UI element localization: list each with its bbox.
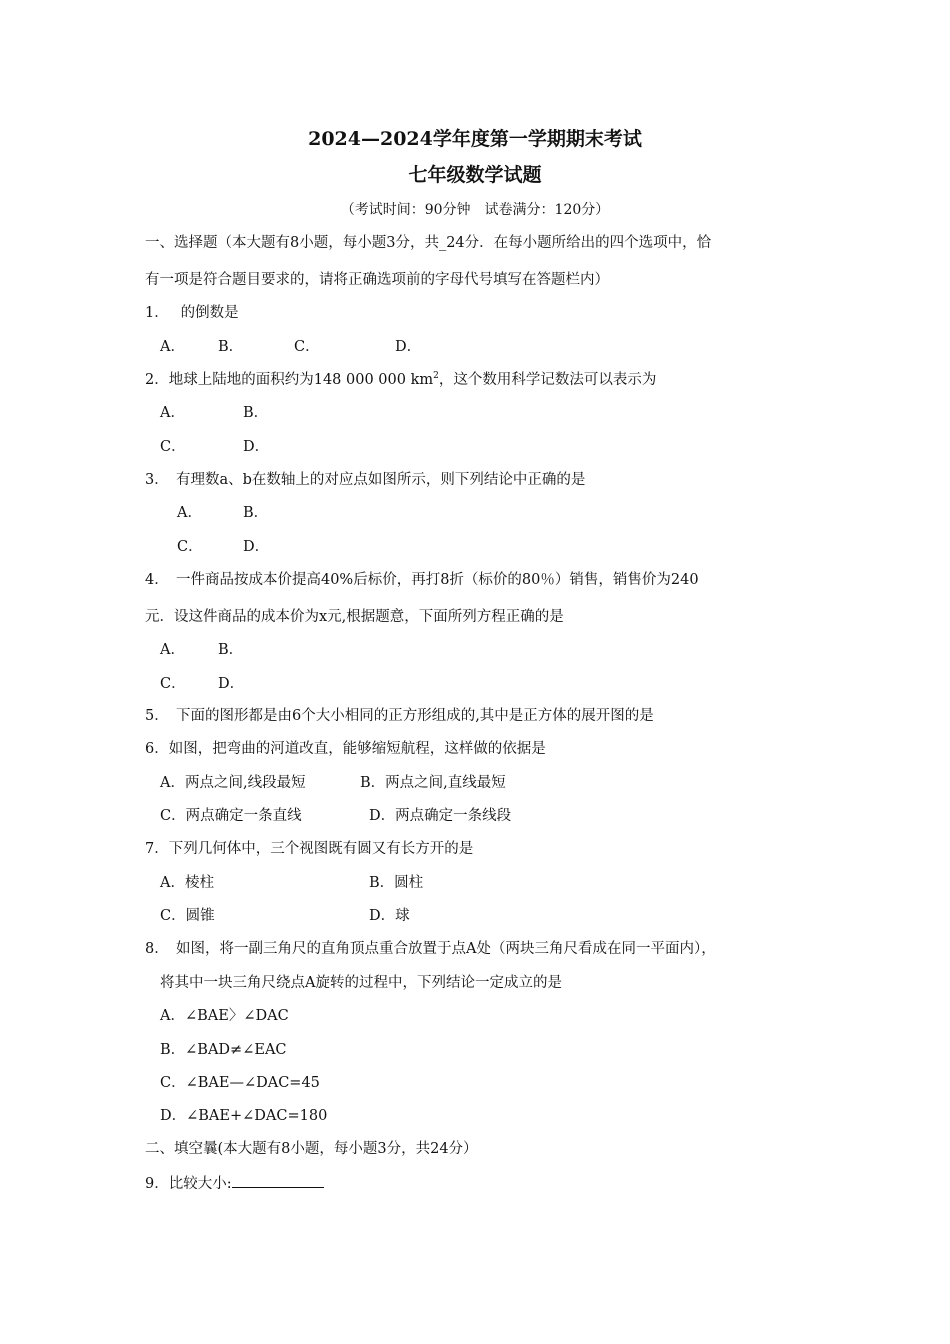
q4-option-c: C． (160, 676, 186, 692)
q6-option-c: C．两点确定一条直线 (160, 808, 302, 824)
q7-option-b: B．圆柱 (369, 875, 424, 891)
q6-option-a: A．两点之间,线段最短 (160, 775, 306, 791)
q3-option-c: C． (177, 539, 203, 555)
question-4-stem-line2: 元．设这件商品的成本价为x元,根据题意，下面所列方程正确的是 (145, 609, 564, 625)
section1-intro-line1: 一、选择题（本大题有8小题，每小题3分，共_24分．在每小题所给出的四个选项中，恰 (145, 235, 712, 251)
q2-stem-part2: ，这个数用科学记数法可以表示为 (438, 372, 657, 388)
q3-option-b: B． (243, 505, 269, 521)
q9-answer-blank[interactable] (232, 1173, 324, 1188)
q1-option-b: B． (218, 339, 244, 355)
q8-option-c: C．∠BAE—∠DAC=45 (160, 1075, 320, 1091)
q4-option-d: D． (218, 676, 245, 692)
q4-option-a: A． (160, 642, 185, 658)
question-8-stem-line1: 8． 如图，将一副三角尺的直角顶点重合放置于点A处（两块三角尺看成在同一平面内）， (145, 941, 716, 957)
q1-option-c: C． (294, 339, 320, 355)
q8-option-a: A．∠BAE〉∠DAC (160, 1008, 289, 1024)
question-1-stem: 1． 的倒数是 (145, 305, 239, 321)
q2-option-b: B． (243, 405, 269, 421)
question-9 (145, 1173, 324, 1194)
q7-option-c: C．圆锥 (160, 908, 215, 924)
q4-option-b: B． (218, 642, 244, 658)
q1-option-a: A． (160, 339, 185, 355)
question-7-stem: 7．下列几何体中，三个视图既有圆又有长方开的是 (145, 841, 474, 857)
q2-stem-part1: 2．地球上陆地的面积约为148 000 000 km (145, 372, 434, 388)
q2-option-d: D． (243, 439, 270, 455)
exam-info: （考试时间：90分钟 试卷满分：120分） (340, 202, 610, 218)
q8-option-b: B．∠BAD≠∠EAC (160, 1042, 287, 1058)
q8-option-d: D．∠BAE+∠DAC=180 (160, 1108, 328, 1124)
question-6-stem: 6．如图，把弯曲的河道改直，能够缩短航程，这样做的依据是 (145, 741, 546, 757)
section2-intro: 二、填空曩(本大题有8小题，每小题3分，共24分） (145, 1141, 478, 1157)
question-4-stem-line1: 4． 一件商品按成本价提高40%后标价，再打8折（标价的80％）销售，销售价为240 (145, 572, 699, 588)
q1-option-d: D． (395, 339, 422, 355)
exam-title: 2024—2024学年度第一学期期末考试 (308, 128, 642, 150)
question-9-stem: 9．比较大小: (145, 1176, 232, 1192)
exam-subtitle: 七年级数学试题 (408, 164, 542, 186)
q3-option-d: D． (243, 539, 270, 555)
section1-intro-line2: 有一项是符合题目要求的，请将正确选项前的字母代号填写在答题栏内） (145, 272, 609, 288)
question-5-stem: 5． 下面的图形都是由6个大小相同的正方形组成的,其中是正方体的展开图的是 (145, 708, 654, 724)
q2-stem-superscript: 2 (433, 371, 439, 382)
question-3-stem: 3． 有理数a、b在数轴上的对应点如图所示，则下列结论中正确的是 (145, 472, 586, 488)
q2-option-c: C． (160, 439, 186, 455)
q7-option-d: D．球 (369, 908, 410, 924)
question-8-stem-line2: 将其中一块三角尺绕点A旋转的过程中，下列结论一定成立的是 (160, 975, 562, 991)
q7-option-a: A．棱柱 (160, 875, 214, 891)
q3-option-a: A． (177, 505, 202, 521)
question-2-stem (145, 370, 656, 390)
q2-option-a: A． (160, 405, 185, 421)
q6-option-d: D．两点确定一条线段 (369, 808, 512, 824)
q6-option-b: B．两点之间,直线最短 (360, 775, 506, 791)
